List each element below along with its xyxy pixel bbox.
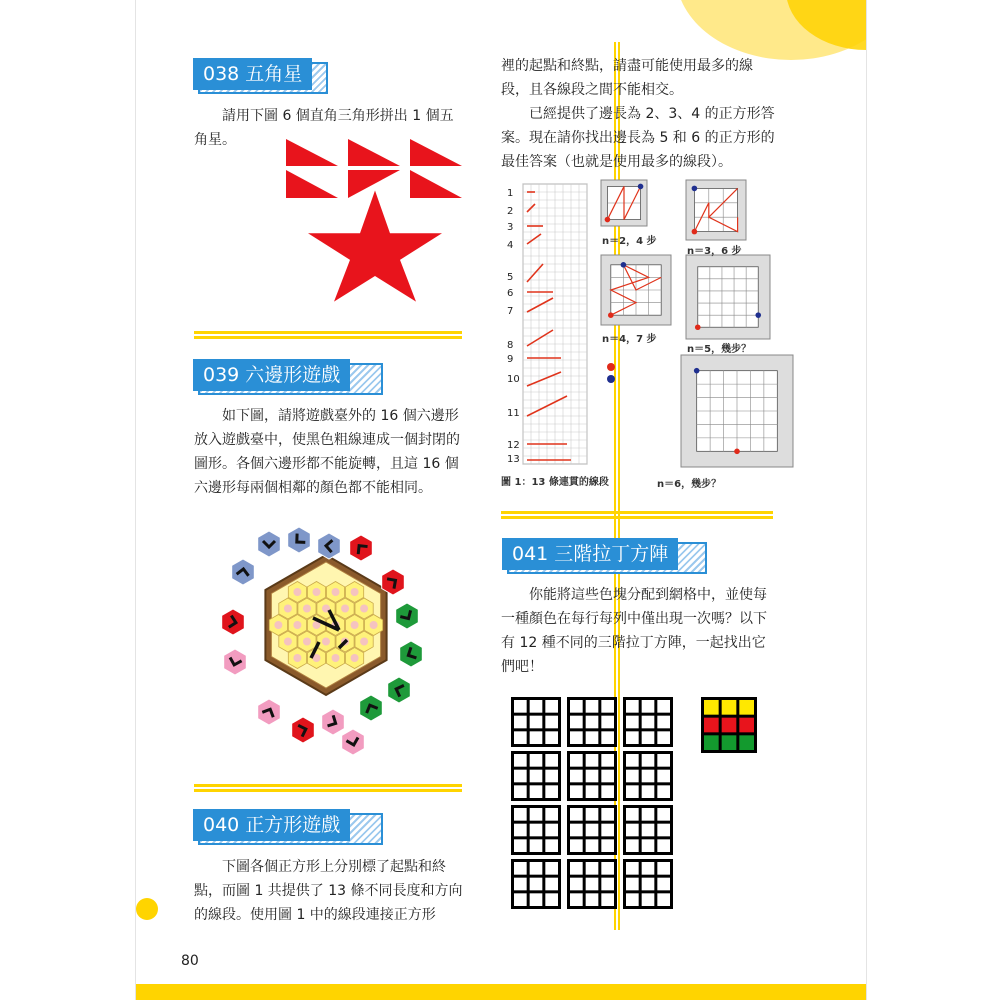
latin-cell — [601, 770, 614, 783]
latin-cell — [704, 718, 719, 733]
outer-hexagon-piece — [388, 677, 411, 703]
puzzle-text-041 — [501, 583, 777, 679]
end-point — [621, 262, 627, 268]
latin-cell — [514, 878, 527, 891]
latin-cell — [642, 862, 655, 875]
left-margin — [0, 0, 135, 1000]
board-cell-dot — [293, 654, 301, 662]
segment-number: 7 — [507, 306, 514, 317]
latin-cell — [530, 839, 543, 852]
empty-latin-square — [567, 697, 617, 747]
latin-cell — [642, 878, 655, 891]
latin-cell — [657, 808, 670, 821]
start-point — [695, 324, 701, 330]
latin-cell — [642, 785, 655, 798]
board-cell-dot — [274, 621, 282, 629]
paragraph: 裡的起點和終點，請盡可能使用最多的線段，且各線段之間不能相交。 — [501, 58, 753, 98]
latin-cell — [657, 731, 670, 744]
triangle-piece — [348, 139, 400, 166]
book-page — [135, 0, 867, 1000]
outer-hexagon-piece — [400, 641, 423, 667]
board-cell-dot — [332, 654, 340, 662]
board-cell-dot — [360, 605, 368, 613]
latin-cell — [530, 700, 543, 713]
latin-cell — [545, 731, 558, 744]
latin-cell — [545, 839, 558, 852]
latin-cell — [642, 731, 655, 744]
latin-cell — [586, 731, 599, 744]
latin-cell — [722, 718, 737, 733]
segment-figure — [501, 182, 601, 464]
latin-cell — [545, 808, 558, 821]
latin-cell — [586, 754, 599, 767]
board-cell-dot — [360, 638, 368, 646]
paragraph: 已經提供了邊長為 2、3、4 的正方形答案。現在請你找出邊長為 5 和 6 的正方形的最佳答案（也就是使用最多的線段）。 — [501, 106, 775, 170]
latin-cell — [739, 700, 754, 715]
right-margin — [865, 0, 1000, 1000]
latin-cell — [626, 839, 639, 852]
latin-cell — [642, 770, 655, 783]
latin-cell — [530, 862, 543, 875]
empty-latin-square — [567, 859, 617, 909]
latin-cell — [722, 700, 737, 715]
latin-cell — [601, 824, 614, 837]
empty-latin-square — [567, 751, 617, 801]
puzzle-text-039 — [194, 404, 466, 500]
latin-cell — [570, 731, 583, 744]
square-label: n＝6，幾步？ — [657, 479, 722, 490]
latin-cell — [530, 785, 543, 798]
latin-cell — [626, 878, 639, 891]
board-cell-dot — [312, 588, 320, 596]
latin-cell — [642, 824, 655, 837]
outer-hexagon-piece — [224, 649, 247, 675]
latin-cell — [657, 700, 670, 713]
segment-number: 4 — [507, 240, 514, 251]
outer-hexagon-piece — [350, 535, 373, 561]
board-cell-dot — [370, 621, 378, 629]
end-point — [638, 184, 644, 190]
segment-number: 12 — [507, 440, 520, 451]
latin-cell — [657, 770, 670, 783]
latin-cell — [545, 716, 558, 729]
latin-cell — [514, 785, 527, 798]
board-cell-dot — [284, 638, 292, 646]
latin-cell — [514, 716, 527, 729]
segment-number: 5 — [507, 272, 514, 283]
latin-cell — [570, 716, 583, 729]
outer-hexagon-piece — [322, 709, 345, 735]
latin-cell — [530, 716, 543, 729]
latin-cell — [514, 862, 527, 875]
grid-area — [698, 267, 758, 327]
section-divider — [501, 511, 773, 519]
outer-hexagon-piece — [258, 531, 281, 557]
latin-cell — [586, 785, 599, 798]
outer-hexagon-piece — [396, 603, 419, 629]
latin-cell — [530, 808, 543, 821]
latin-cell — [601, 754, 614, 767]
latin-cell — [642, 893, 655, 906]
outer-hexagon-piece — [258, 699, 281, 725]
latin-cell — [722, 735, 737, 750]
latin-cell — [570, 839, 583, 852]
board-cell-dot — [351, 588, 359, 596]
puzzle-title-038: 038 五角星 — [193, 58, 312, 90]
latin-cell — [739, 718, 754, 733]
puzzle-text-040 — [194, 855, 466, 927]
latin-square-figure — [521, 695, 761, 917]
outer-hexagon-piece — [360, 695, 383, 721]
latin-cell — [570, 785, 583, 798]
latin-cell — [601, 731, 614, 744]
outer-hexagon-piece — [288, 527, 311, 553]
latin-cell — [626, 731, 639, 744]
hexagon-game-figure — [221, 530, 431, 760]
latin-cell — [530, 878, 543, 891]
latin-cell — [586, 878, 599, 891]
latin-cell — [514, 808, 527, 821]
latin-cell — [642, 839, 655, 852]
empty-latin-square — [623, 859, 673, 909]
puzzle-title-041: 041 三階拉丁方陣 — [502, 538, 678, 570]
latin-cell — [570, 754, 583, 767]
latin-cell — [545, 862, 558, 875]
start-point — [734, 449, 740, 455]
paragraph: 如下圖，請將遊戲臺外的 16 個六邊形放入遊戲臺中，使黑色粗線連成一個封閉的圖形。各個六邊形都不能旋轉，且這 16 個六邊形每兩個相鄰的顏色都不能相同。 — [194, 408, 460, 496]
latin-cell — [514, 770, 527, 783]
segment-number: 10 — [507, 374, 520, 385]
latin-cell — [545, 770, 558, 783]
latin-cell — [586, 862, 599, 875]
latin-cell — [739, 735, 754, 750]
latin-cell — [570, 893, 583, 906]
empty-latin-square — [511, 859, 561, 909]
latin-cell — [657, 893, 670, 906]
segment-number: 3 — [507, 222, 514, 233]
latin-cell — [601, 878, 614, 891]
latin-cell — [601, 893, 614, 906]
square-label: n＝3，6 步 — [687, 246, 742, 257]
latin-cell — [626, 700, 639, 713]
square-label: n＝2，4 步 — [602, 236, 657, 247]
latin-cell — [530, 893, 543, 906]
triangle-piece — [410, 170, 462, 198]
start-point — [605, 217, 611, 223]
empty-latin-square — [623, 805, 673, 855]
end-point — [694, 368, 700, 374]
board-cell-dot — [293, 621, 301, 629]
latin-cell — [514, 824, 527, 837]
latin-cell — [657, 862, 670, 875]
latin-cell — [514, 839, 527, 852]
end-point — [692, 186, 698, 192]
segment-number: 2 — [507, 206, 514, 217]
latin-cell — [545, 824, 558, 837]
latin-cell — [601, 839, 614, 852]
latin-cell — [570, 808, 583, 821]
latin-cell — [657, 839, 670, 852]
latin-cell — [626, 824, 639, 837]
empty-latin-square — [511, 697, 561, 747]
latin-cell — [514, 893, 527, 906]
board-cell-dot — [303, 638, 311, 646]
latin-cell — [704, 735, 719, 750]
segment-number: 13 — [507, 454, 520, 465]
latin-cell — [586, 824, 599, 837]
latin-cell — [626, 808, 639, 821]
latin-cell — [570, 824, 583, 837]
board-cell-dot — [284, 605, 292, 613]
outer-hexagon-piece — [342, 729, 365, 755]
triangle-piece — [286, 139, 338, 166]
latin-cell — [642, 754, 655, 767]
star-figure — [286, 136, 466, 316]
latin-cell — [545, 700, 558, 713]
start-point — [692, 229, 698, 235]
segment-number: 8 — [507, 340, 514, 351]
latin-cell — [657, 754, 670, 767]
latin-cell — [545, 754, 558, 767]
latin-cell — [545, 878, 558, 891]
color-key-square — [701, 697, 757, 753]
latin-cell — [570, 878, 583, 891]
triangle-piece — [286, 170, 338, 198]
latin-cell — [545, 893, 558, 906]
latin-cell — [514, 700, 527, 713]
paragraph: 你能將這些色塊分配到網格中，並使每一種顏色在每行每列中僅出現一次嗎？以下有 12 種不同的三階拉丁方陣，一起找出它們吧！ — [501, 587, 767, 675]
end-point — [755, 312, 761, 318]
empty-latin-square — [511, 751, 561, 801]
latin-cell — [657, 716, 670, 729]
paragraph: 請用下圖 6 個直角三角形拼出 1 個五角星。 — [194, 108, 454, 148]
board-cell-dot — [341, 605, 349, 613]
square-label: n＝5，幾步？ — [687, 344, 752, 355]
board-cell-dot — [351, 654, 359, 662]
latin-cell — [704, 700, 719, 715]
latin-cell — [626, 754, 639, 767]
latin-cell — [530, 770, 543, 783]
segment-number: 1 — [507, 188, 514, 199]
board-cell-dot — [303, 605, 311, 613]
triangle-piece — [410, 139, 462, 166]
latin-cell — [657, 824, 670, 837]
latin-cell — [642, 700, 655, 713]
bottom-bar — [136, 984, 866, 1000]
latin-cell — [570, 862, 583, 875]
latin-cell — [601, 700, 614, 713]
outer-hexagon-piece — [232, 559, 255, 585]
empty-latin-square — [623, 697, 673, 747]
latin-cell — [545, 785, 558, 798]
latin-cell — [570, 700, 583, 713]
figure-caption: 圖 1：13 條連貫的線段 — [501, 477, 609, 488]
five-point-star — [308, 191, 442, 302]
latin-cell — [586, 893, 599, 906]
latin-cell — [626, 862, 639, 875]
latin-cell — [586, 716, 599, 729]
latin-cell — [642, 808, 655, 821]
square-label: n＝4，7 步 — [602, 334, 657, 345]
latin-cell — [530, 824, 543, 837]
paragraph: 下圖各個正方形上分別標了起點和終點，而圖 1 共提供了 13 條不同長度和方向的線段。使用圖 1 中的線段連接正方形 — [194, 859, 463, 923]
latin-cell — [586, 700, 599, 713]
latin-cell — [601, 808, 614, 821]
section-divider — [194, 784, 462, 792]
latin-cell — [586, 839, 599, 852]
start-point — [608, 312, 614, 318]
latin-cell — [530, 754, 543, 767]
latin-cell — [570, 770, 583, 783]
empty-latin-square — [567, 805, 617, 855]
latin-cell — [514, 731, 527, 744]
puzzle-text-040-cont — [501, 54, 777, 174]
latin-cell — [626, 785, 639, 798]
latin-cell — [657, 878, 670, 891]
outer-hexagon-piece — [318, 533, 341, 559]
latin-cell — [586, 770, 599, 783]
latin-cell — [601, 716, 614, 729]
latin-cell — [601, 862, 614, 875]
outer-hexagon-piece — [222, 609, 245, 635]
latin-cell — [626, 716, 639, 729]
board-cell-dot — [332, 588, 340, 596]
board-cell-dot — [293, 588, 301, 596]
yellow-dot-decoration — [136, 898, 158, 920]
latin-cell — [626, 893, 639, 906]
latin-cell — [514, 754, 527, 767]
empty-latin-square — [511, 805, 561, 855]
segment-number: 11 — [507, 408, 520, 419]
latin-cell — [586, 808, 599, 821]
board-cell-dot — [322, 638, 330, 646]
latin-cell — [626, 770, 639, 783]
puzzle-title-040: 040 正方形遊戲 — [193, 809, 350, 841]
board-cell-dot — [351, 621, 359, 629]
latin-cell — [601, 785, 614, 798]
empty-latin-square — [623, 751, 673, 801]
latin-cell — [642, 716, 655, 729]
latin-cell — [530, 731, 543, 744]
puzzle-title-039: 039 六邊形遊戲 — [193, 359, 350, 391]
outer-hexagon-piece — [292, 717, 315, 743]
segment-number: 9 — [507, 354, 514, 365]
page-number: 80 — [181, 953, 199, 969]
segment-number: 6 — [507, 288, 514, 299]
section-divider — [194, 331, 462, 339]
latin-cell — [657, 785, 670, 798]
